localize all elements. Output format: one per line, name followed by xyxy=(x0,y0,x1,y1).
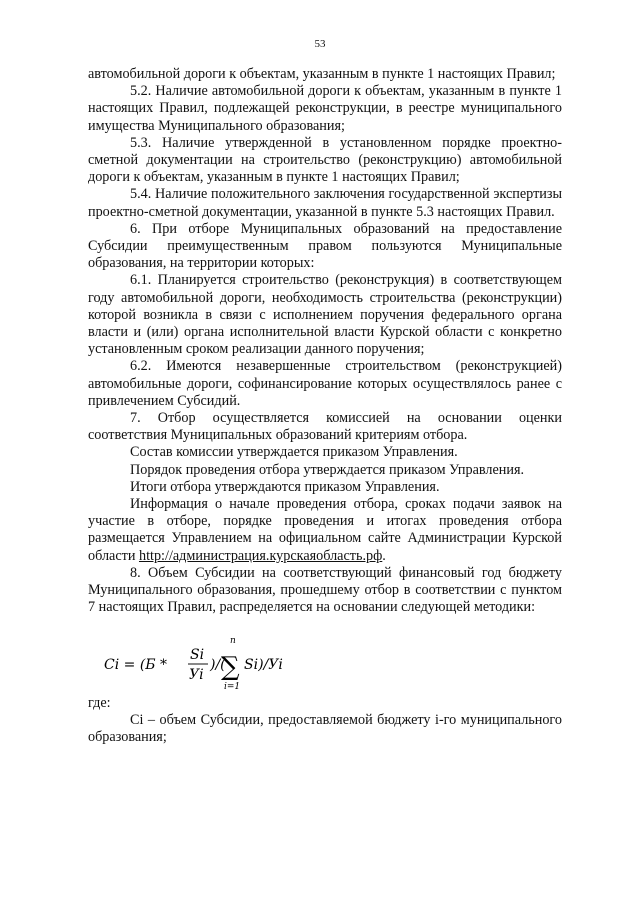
definition-ci: Ci – объем Субсидии, предоставляемой бюджету i-го муниципального образования; xyxy=(88,711,562,745)
administration-website-link[interactable]: http://администрация.курскаяобласть.рф xyxy=(138,547,383,564)
paragraph-continuation: автомобильной дороги к объектам, указанным в пункте 1 настоящих Правил; xyxy=(88,66,556,82)
formula-sum-body: Si)/Уi xyxy=(244,656,283,673)
page-number: 53 xyxy=(314,38,326,50)
paragraph-results: Итоги отбора утверждаются приказом Управления. xyxy=(130,478,440,495)
paragraph-6-1: 6.1. Планируется строительство (реконструкция) в соответствующем году автомобильной дороги, необходимость строительства (реконструкции) которой возникла в связи с исполнением поручения федерального органа власти и (или) органа исполнительной власти Курской области с конкретно установленным сроком реализации данного поручения; xyxy=(88,272,562,358)
paragraph-5-3: 5.3. Наличие утвержденной в установленном порядке проектно-сметной документации на строительство (реконструкцию) автомобильной дороги к объектам, указанным в пункте 1 настоящих Правил; xyxy=(88,134,562,186)
document-body xyxy=(88,66,562,746)
paragraph-5-2: 5.2. Наличие автомобильной дороги к объектам, указанным в пункте 1 настоящих Правил, подлежащей реконструкции, в реестре муниципального имущества Муниципального образования; xyxy=(88,83,562,134)
paragraph-procedure: Порядок проведения отбора утверждается приказом Управления. xyxy=(130,461,525,478)
paragraph-6: 6. При отборе Муниципальных образований на предоставление Субсидии преимущественным правом пользуются Муниципальные образования, на территории которых: xyxy=(88,220,562,272)
sum-upper-limit: n xyxy=(230,635,236,646)
formula-mid: )/( xyxy=(210,656,226,673)
paragraph-7: 7. Отбор осуществляется комиссией на основании оценки соответствия Муниципальных образований критериям отбора. xyxy=(88,410,562,444)
formula-svg xyxy=(104,637,344,697)
paragraph-5-4: 5.4. Наличие положительного заключения государственной экспертизы проектно-сметной документации, указанной в пункте 5.3 настоящих Правил. xyxy=(88,186,562,220)
where-label: где: xyxy=(88,694,111,711)
formula-fraction-numerator: Si xyxy=(190,646,205,663)
paragraph-8: 8. Объем Субсидии на соответствующий финансовый год бюджету Муниципального образования, прошедшему отбор в соответствии с пунктом 7 настоящих Правил, распределяется на основании следующей методики: xyxy=(88,564,562,616)
paragraph-6-2: 6.2. Имеются незавершенные строительством (реконструкцией) автомобильные дороги, софинансирование которых осуществлялось ранее с привлечением Субсидий. xyxy=(88,358,562,409)
information-text: Информация о начале проведения отбора, сроках подачи заявок на участие в отборе, порядке проведения и итогах проведения отбора размещается Управлением на официальном сайте Администрации Курской области xyxy=(88,496,562,564)
sum-sign: ∑ xyxy=(221,651,240,682)
paragraph-information xyxy=(88,496,562,565)
formula-lhs: Ci = (Б * xyxy=(104,656,168,673)
paragraph-commission: Состав комиссии утверждается приказом Управления. xyxy=(130,444,458,461)
subsidy-formula xyxy=(104,637,562,695)
information-text-end: . xyxy=(382,547,386,564)
formula-fraction-denominator: Уi xyxy=(189,666,204,683)
sum-lower-limit: i=1 xyxy=(224,681,241,692)
